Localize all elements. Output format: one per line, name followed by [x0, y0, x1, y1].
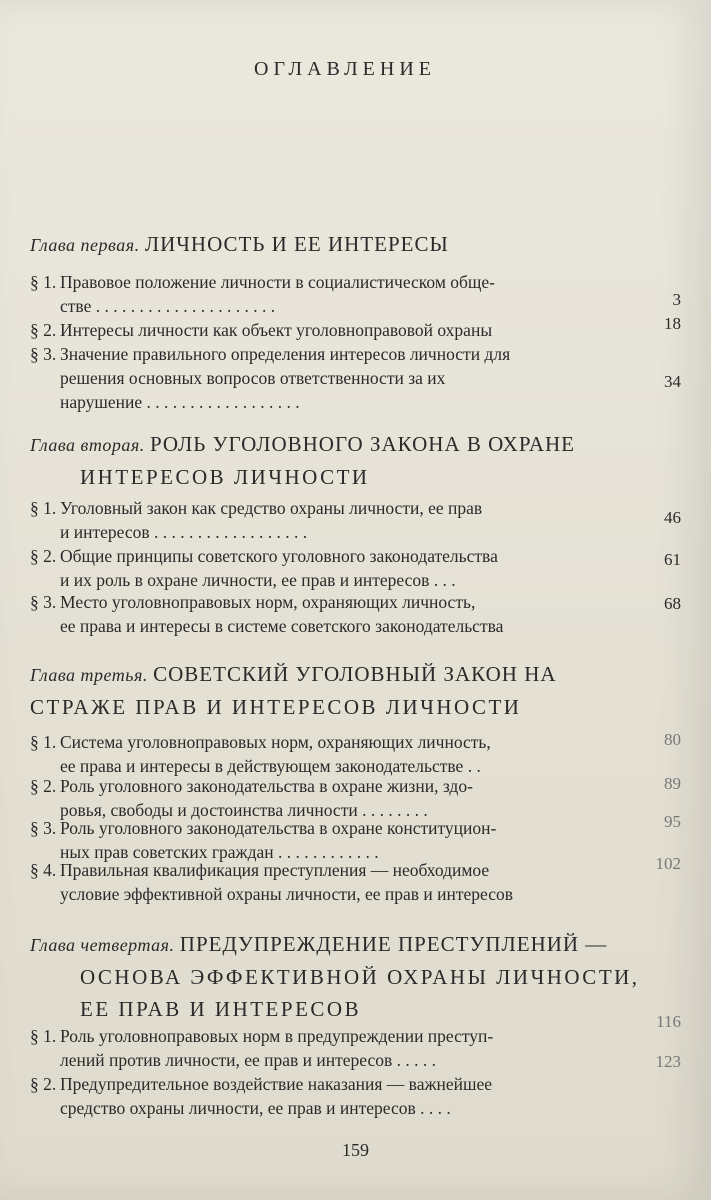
- page-ref: 123: [655, 1052, 681, 1071]
- page-number: 159: [342, 1140, 369, 1160]
- chapter-3-heading: [30, 658, 640, 723]
- section-number: § 1.: [30, 1026, 57, 1046]
- section-title-line2: и интересов . . . . . . . . . . . . . . . . . .: [60, 522, 308, 542]
- section-number: § 2.: [30, 546, 57, 566]
- section-number: § 3.: [30, 592, 57, 612]
- section-number: § 1.: [30, 732, 57, 752]
- chapter-1-label: Глава первая.: [30, 235, 140, 255]
- section-title-line1: Роль уголовного законодательства в охране конституцион-: [60, 818, 497, 838]
- section-title-line2: ее права и интересы в действующем законодательстве . .: [60, 756, 481, 776]
- section-title-line2: средство охраны личности, ее прав и интересов . . . .: [60, 1098, 451, 1118]
- page-ref: 95: [664, 812, 681, 831]
- page-ref: 46: [664, 508, 681, 527]
- chapter-3-title-line2: СТРАЖЕ ПРАВ И ИНТЕРЕСОВ ЛИЧНОСТИ: [30, 695, 522, 719]
- section-title-line2: ровья, свободы и достоинства личности . . . . . . . .: [60, 800, 428, 820]
- chapter-2-label: Глава вторая.: [30, 435, 145, 455]
- chapter-4-label: Глава четвертая.: [30, 935, 175, 955]
- section-title-line1: Значение правильного определения интересов личности для: [60, 344, 511, 364]
- page-ref: 68: [664, 594, 681, 613]
- page-ref: 80: [664, 730, 681, 749]
- chapter-4-section-1: [30, 1024, 630, 1072]
- page-ref: 61: [664, 550, 681, 569]
- section-title-line1: Предупредительное воздействие наказания — важнейшее: [60, 1074, 493, 1094]
- page-ref: 3: [672, 290, 681, 309]
- section-title-line1: Уголовный закон как средство охраны личности, ее прав: [60, 498, 483, 518]
- section-title-line1: Интересы личности как объект уголовноправовой охраны: [60, 320, 493, 340]
- chapter-1-section-3: [30, 342, 630, 414]
- chapter-2-section-1: [30, 496, 630, 544]
- section-number: § 1.: [30, 272, 57, 292]
- chapter-2-title: РОЛЬ УГОЛОВНОГО ЗАКОНА В ОХРАНЕ: [149, 432, 575, 456]
- section-title-line2: условие эффективной охраны личности, ее прав и интересов: [60, 884, 514, 904]
- section-title-line2: ее права и интересы в системе советского законодательства: [60, 616, 504, 636]
- section-title-line2: решения основных вопросов ответственности за их: [60, 368, 446, 388]
- section-number: § 1.: [30, 498, 57, 518]
- section-number: § 4.: [30, 860, 57, 880]
- section-number: § 3.: [30, 344, 57, 364]
- section-title-line1: Система уголовноправовых норм, охраняющих личность,: [60, 732, 491, 752]
- chapter-3-section-1: [30, 730, 630, 778]
- section-title-line3: нарушение . . . . . . . . . . . . . . . . . .: [60, 392, 300, 412]
- section-title-line1: Правовое положение личности в социалистическом обще-: [60, 272, 495, 292]
- page-ref: 34: [664, 372, 681, 391]
- chapter-2-heading: [30, 428, 640, 493]
- chapter-3-section-3: [30, 816, 630, 864]
- chapter-4-title-line3: ЕЕ ПРАВ И ИНТЕРЕСОВ: [80, 997, 362, 1021]
- page-ref: 116: [656, 1012, 681, 1031]
- section-title-line1: Место уголовноправовых норм, охраняющих личность,: [60, 592, 476, 612]
- chapter-4-section-2: [30, 1072, 630, 1120]
- chapter-1-heading: [30, 228, 640, 261]
- section-title-line1: Правильная квалификация преступления — необходимое: [60, 860, 490, 880]
- chapter-4-title: ПРЕДУПРЕЖДЕНИЕ ПРЕСТУПЛЕНИЙ —: [179, 932, 608, 956]
- chapter-1-title: ЛИЧНОСТЬ И ЕЕ ИНТЕРЕСЫ: [144, 232, 449, 256]
- chapter-4-title-line2: ОСНОВА ЭФФЕКТИВНОЙ ОХРАНЫ ЛИЧНОСТИ,: [80, 965, 640, 989]
- section-title-line2: ных прав советских граждан . . . . . . . . . . . .: [60, 842, 379, 862]
- chapter-2-title-line2: ИНТЕРЕСОВ ЛИЧНОСТИ: [80, 465, 370, 489]
- section-title-line2: стве . . . . . . . . . . . . . . . . . . . . .: [60, 296, 276, 316]
- section-number: § 2.: [30, 320, 57, 340]
- chapter-4-heading: [30, 928, 640, 1025]
- page-title: ОГЛАВЛЕНИЕ: [254, 58, 436, 80]
- chapter-1-section-1: [30, 270, 630, 318]
- section-title-line1: Роль уголовного законодательства в охране жизни, здо-: [60, 776, 473, 796]
- chapter-2-section-2: [30, 544, 630, 592]
- chapter-3-section-2: [30, 774, 630, 822]
- page-ref: 102: [655, 854, 681, 873]
- section-title-line2: и их роль в охране личности, ее прав и интересов . . .: [60, 570, 456, 590]
- chapter-1-section-2: [30, 318, 630, 342]
- chapter-3-section-4: [30, 858, 630, 906]
- chapter-3-title: СОВЕТСКИЙ УГОЛОВНЫЙ ЗАКОН НА: [153, 662, 557, 686]
- page-ref: 18: [664, 314, 681, 333]
- chapter-2-section-3: [30, 590, 630, 638]
- section-title-line1: Роль уголовноправовых норм в предупреждении преступ-: [60, 1026, 494, 1046]
- section-number: § 3.: [30, 818, 57, 838]
- section-number: § 2.: [30, 776, 57, 796]
- section-number: § 2.: [30, 1074, 57, 1094]
- page-ref: 89: [664, 774, 681, 793]
- chapter-3-label: Глава третья.: [30, 665, 148, 685]
- section-title-line1: Общие принципы советского уголовного законодательства: [60, 546, 498, 566]
- section-title-line2: лений против личности, ее прав и интересов . . . . .: [60, 1050, 437, 1070]
